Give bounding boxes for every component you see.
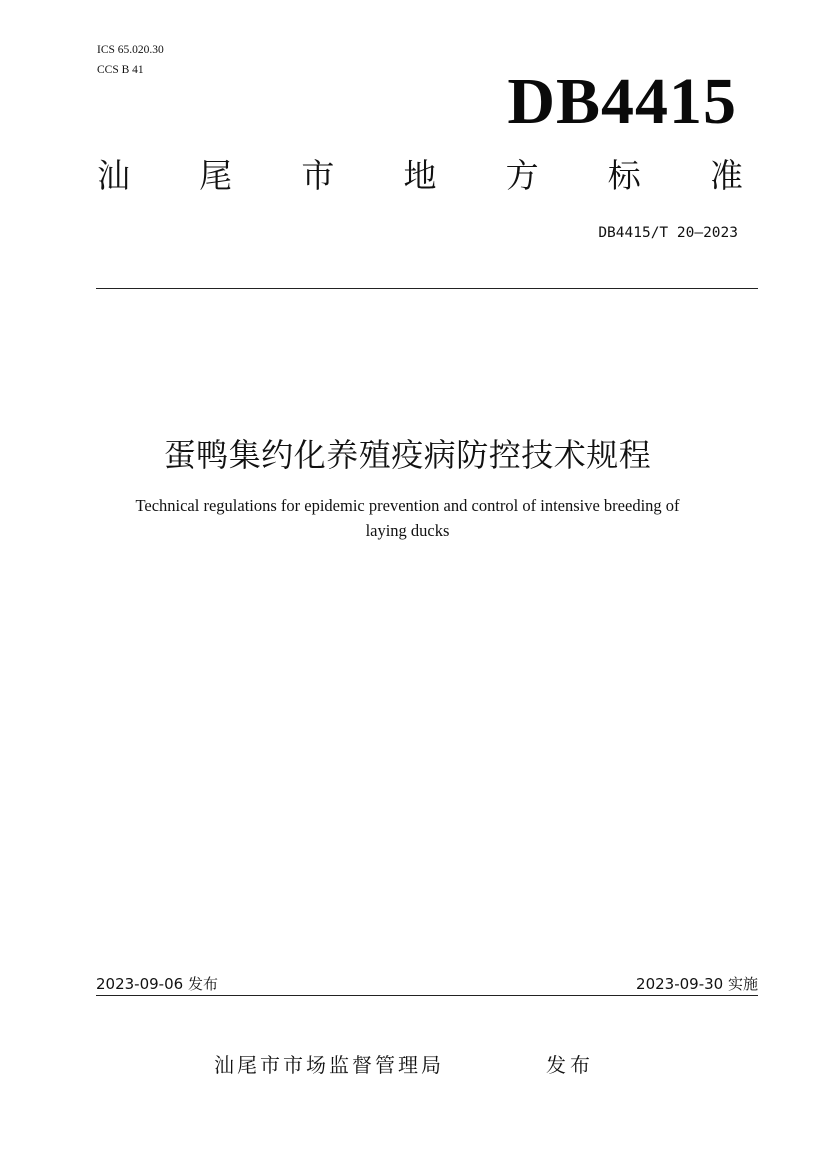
standard-type-char: 地: [403, 156, 437, 195]
standard-type-heading: [97, 153, 743, 199]
standard-number: DB4415/T 20—2023: [598, 225, 738, 241]
standard-type-char: 方: [505, 156, 539, 195]
document-title-chinese: 蛋鸭集约化养殖疫病防控技术规程: [163, 436, 652, 474]
publish-label: 发布: [546, 1053, 594, 1077]
standard-type-char: 市: [301, 156, 335, 195]
standard-type-char: 准: [709, 156, 743, 195]
header-divider: [96, 288, 758, 289]
issuing-authority: 汕尾市市场监督管理局: [214, 1053, 444, 1077]
standard-code-heading: DB4415: [507, 65, 737, 138]
title-english-line-1: Technical regulations for epidemic prevention and control of intensive breeding of: [135, 496, 680, 515]
ccs-code: CCS B 41: [97, 64, 144, 76]
ics-code: ICS 65.020.30: [97, 44, 164, 56]
standard-type-char: 尾: [199, 156, 233, 195]
implementation-date: 2023-09-30 实施: [636, 975, 758, 993]
document-title-english: [70, 493, 745, 543]
release-date: 2023-09-06 发布: [96, 975, 218, 993]
standard-type-char: 汕: [97, 156, 130, 195]
title-english-line-2: laying ducks: [365, 521, 450, 540]
standard-type-char: 标: [607, 156, 641, 195]
date-row: [96, 973, 758, 996]
